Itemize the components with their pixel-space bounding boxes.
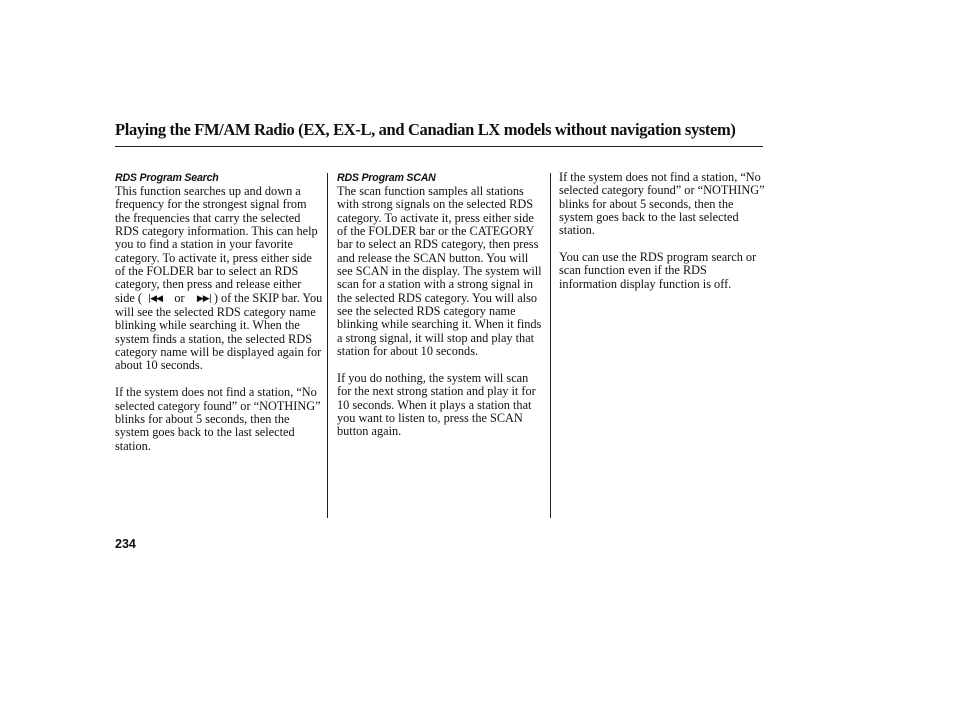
section-heading-rds-program-scan: RDS Program SCAN	[337, 172, 436, 184]
column-divider-1	[327, 173, 328, 518]
section-heading-rds-program-search: RDS Program Search	[115, 172, 219, 184]
column-divider-2	[550, 173, 551, 518]
page-number: 234	[115, 537, 136, 551]
column-rds-program-search	[115, 171, 323, 466]
column-rds-program-scan	[337, 171, 545, 452]
skip-forward-icon: ▶▶|	[196, 293, 211, 304]
paragraph-scan-nothing: If you do nothing, the system will scan for the next strong station and play it for 10 seconds. When it plays a station that you want to listen to, press the SCAN button again.	[337, 370, 536, 439]
paragraph-scan-not-found: If the system does not find a station, “No selected category found” or “NOTHING” blinks for about 5 seconds, then the system goes back to the last selected station.	[559, 170, 765, 238]
search-text-part-1: This function searches up and down a frequency for the strongest signal from the frequencies that carry the selected RDS category information. This can help you to find a station in your favorite category. To activate it, press either side of the FOLDER bar to select an RDS category, then press and release either side (	[115, 184, 318, 305]
page-title: Playing the FM/AM Radio (EX, EX-L, and Canadian LX models without navigation system)	[115, 120, 736, 139]
column-continued	[559, 171, 765, 304]
paragraph-scan-instructions: The scan function samples all stations with strong signals on the selected RDS category. To activate it, press either side of the FOLDER bar or the CATEGORY bar to select an RDS category, then press and release the SCAN button. You will see SCAN in the display. The system will scan for a station with a strong signal in the selected RDS category. You will also see the selected RDS category name blinking while searching it. When it finds a strong signal, it will stop and play that station for about 10 seconds.	[337, 184, 542, 359]
paragraph-search-instructions	[115, 185, 323, 373]
paragraph-search-not-found: If the system does not find a station, “No selected category found” or “NOTHING” blinks for about 5 seconds, then the system goes back to the last selected station.	[115, 385, 321, 453]
skip-back-icon: |◀◀	[148, 293, 163, 304]
search-text-part-2: ) of the SKIP bar. You will see the selected RDS category name blinking while searching it. When the system finds a station, the selected RDS category name will be displayed again for about 10 seconds.	[115, 290, 323, 373]
search-text-or: or	[174, 290, 185, 305]
paragraph-rds-display-off: You can use the RDS program search or scan function even if the RDS information display function is off.	[559, 250, 757, 291]
title-rule	[115, 146, 763, 147]
